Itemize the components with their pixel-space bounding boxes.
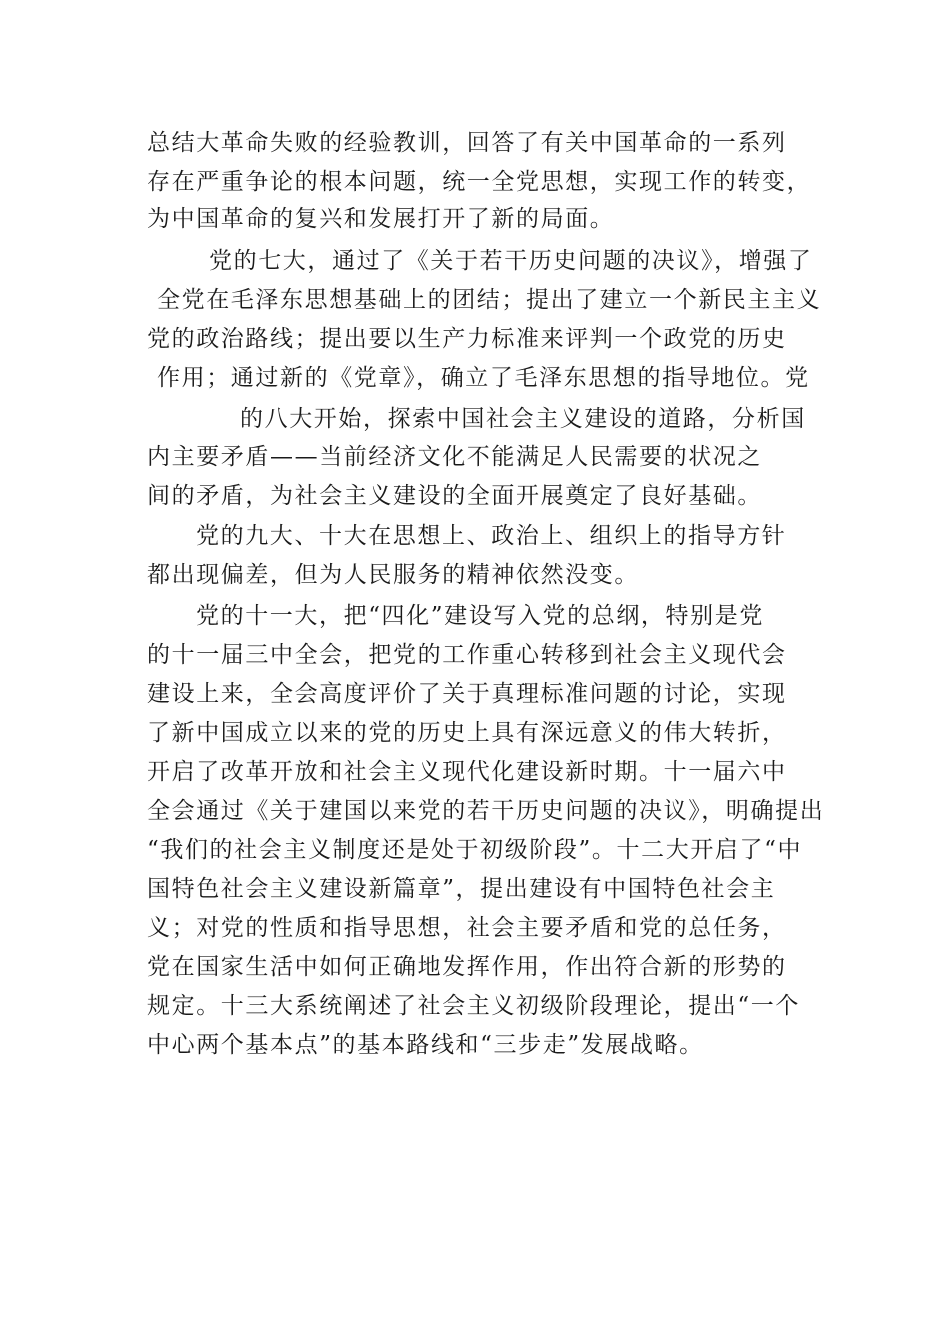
text-line-22: 党在国家生活中如何正确地发挥作用，作出符合新的形势的 (147, 954, 787, 980)
text-line-9: 内主要矛盾——当前经济文化不能满足人民需要的状况之 (147, 444, 762, 470)
text-line-8: 的八大开始，探索中国社会主义建设的道路，分析国 (240, 406, 806, 432)
text-line-2: 存在严重争论的根本问题，统一全党思想，实现工作的转变， (147, 169, 812, 195)
text-line-15: 建设上来，全会高度评价了关于真理标准问题的讨论，实现 (147, 681, 787, 707)
text-line-18: 全会通过《关于建国以来党的若干历史问题的决议》，明确提出 (147, 798, 825, 824)
text-line-6: 党的政治路线；提出要以生产力标准来评判一个政党的历史 (147, 326, 787, 352)
text-line-12: 都出现偏差，但为人民服务的精神依然没变。 (147, 562, 639, 588)
text-line-1: 总结大革命失败的经验教训，回答了有关中国革命的一系列 (147, 130, 787, 156)
text-line-14: 的十一届三中全会，把党的工作重心转移到社会主义现代会 (147, 642, 787, 668)
text-line-21: 义；对党的性质和指导思想，社会主要矛盾和党的总任务， (147, 915, 787, 941)
text-line-20: 国特色社会主义建设新篇章”，提出建设有中国特色社会主 (147, 876, 776, 902)
text-line-5: 全党在毛泽东思想基础上的团结；提出了建立一个新民主主义 (157, 287, 822, 313)
text-line-4: 党的七大，通过了《关于若干历史问题的决议》，增强了 (209, 248, 813, 274)
text-line-3: 为中国革命的复兴和发展打开了新的局面。 (147, 206, 615, 232)
text-line-10: 间的矛盾，为社会主义建设的全面开展奠定了良好基础。 (147, 483, 762, 509)
text-line-24: 中心两个基本点”的基本路线和“三步走”发展战略。 (147, 1032, 704, 1058)
text-line-16: 了新中国成立以来的党的历史上具有深远意义的伟大转折， (147, 720, 787, 746)
text-line-23: 规定。十三大系统阐述了社会主义初级阶段理论，提出“一个 (147, 993, 800, 1019)
text-line-17: 开启了改革开放和社会主义现代化建设新时期。十一届六中 (147, 759, 787, 785)
text-line-19: “我们的社会主义制度还是处于初级阶段”。十二大开启了“中 (147, 837, 803, 863)
text-line-13: 党的十一大，把“四化”建设写入党的总纲，特别是党 (196, 603, 764, 629)
text-line-7: 作用；通过新的《党章》，确立了毛泽东思想的指导地位。党 (157, 365, 810, 391)
text-line-11: 党的九大、十大在思想上、政治上、组织上的指导方针 (196, 523, 787, 549)
